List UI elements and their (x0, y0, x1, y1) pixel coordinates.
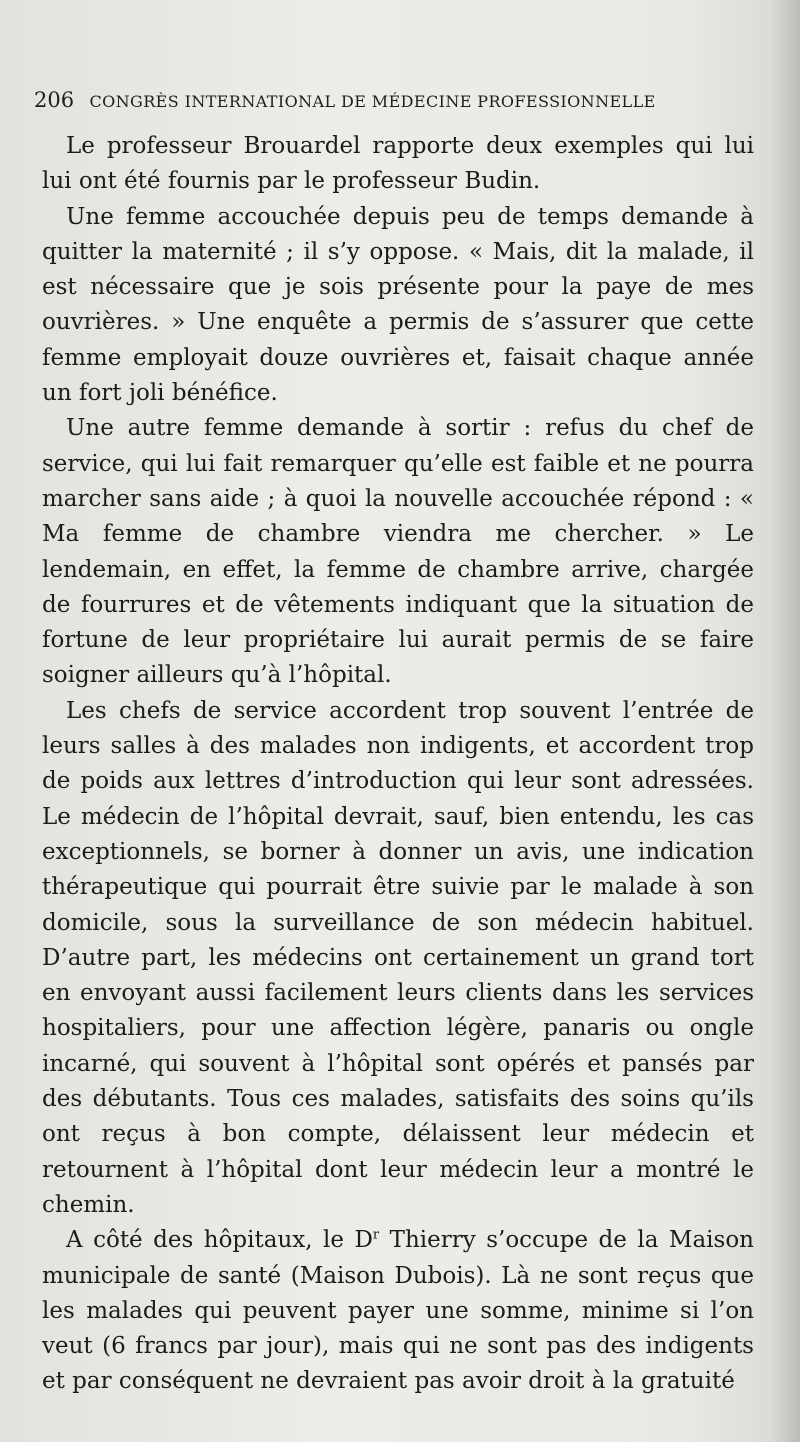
superscript: r (372, 1227, 380, 1243)
text-run: Thierry s’occupe de la Maison municipale de santé (Maison Dubois). Là ne sont reçus que les malades qui peuvent payer une somme, minime si l’on veut (6 francs par jour), mais qui ne sont pas des indigents et par conséquent ne devraient pas avoir droit à la gratuité (42, 1227, 754, 1395)
page-edge-shadow (770, 0, 800, 1442)
running-title: CONGRÈS INTERNATIONAL DE MÉDECINE PROFESSIONNELLE (89, 92, 656, 111)
text-run: A côté des hôpitaux, le D (66, 1227, 373, 1254)
running-header (34, 88, 754, 112)
body-text (42, 129, 754, 1400)
paragraph: Une autre femme demande à sortir : refus du chef de service, qui lui fait remarquer qu’elle est faible et ne pourra marcher sans aide ; à quoi la nouvelle accouchée répond : « Ma femme de chambre viendra me chercher. » Le lendemain, en effet, la femme de chambre arrive, chargée de fourrures et de vêtements indiquant que la situation de fortune de leur propriétaire lui aurait permis de se faire soigner ailleurs qu’à l’hôpital. (42, 415, 754, 689)
paragraph: Une femme accouchée depuis peu de temps demande à quitter la maternité ; il s’y oppose. « Mais, dit la malade, il est nécessaire que je sois présente pour la paye de mes ouvrières. » Une enquête a permis de s’assurer que cette femme employait douze ouvrières et, faisait chaque année un fort joli bénéfice. (42, 203, 754, 407)
page-number: 206 (34, 88, 75, 112)
paragraph-last (42, 1223, 754, 1399)
paragraph: Le professeur Brouardel rapporte deux exemples qui lui lui ont été fournis par le professeur Budin. (42, 133, 754, 195)
paragraph: Les chefs de service accordent trop souvent l’entrée de leurs salles à des malades non indigents, et accordent trop de poids aux lettres d’introduction qui leur sont adressées. Le médecin de l’hôpital devrait, sauf, bien entendu, les cas exceptionnels, se borner à donner un avis, une indication thérapeutique qui pourrait être suivie par le malade à son domicile, sous la surveillance de son médecin habituel. D’autre part, les médecins ont certainement un grand tort en envoyant aussi facilement leurs clients dans les services hospitaliers, pour une affection légère, panaris ou ongle incarné, qui souvent à l’hôpital sont opérés et pansés par des débutants. Tous ces malades, satisfaits des soins qu’ils ont reçus à bon compte, délaissent leur médecin et retournent à l’hôpital dont leur médecin leur a montré le chemin. (42, 697, 754, 1218)
